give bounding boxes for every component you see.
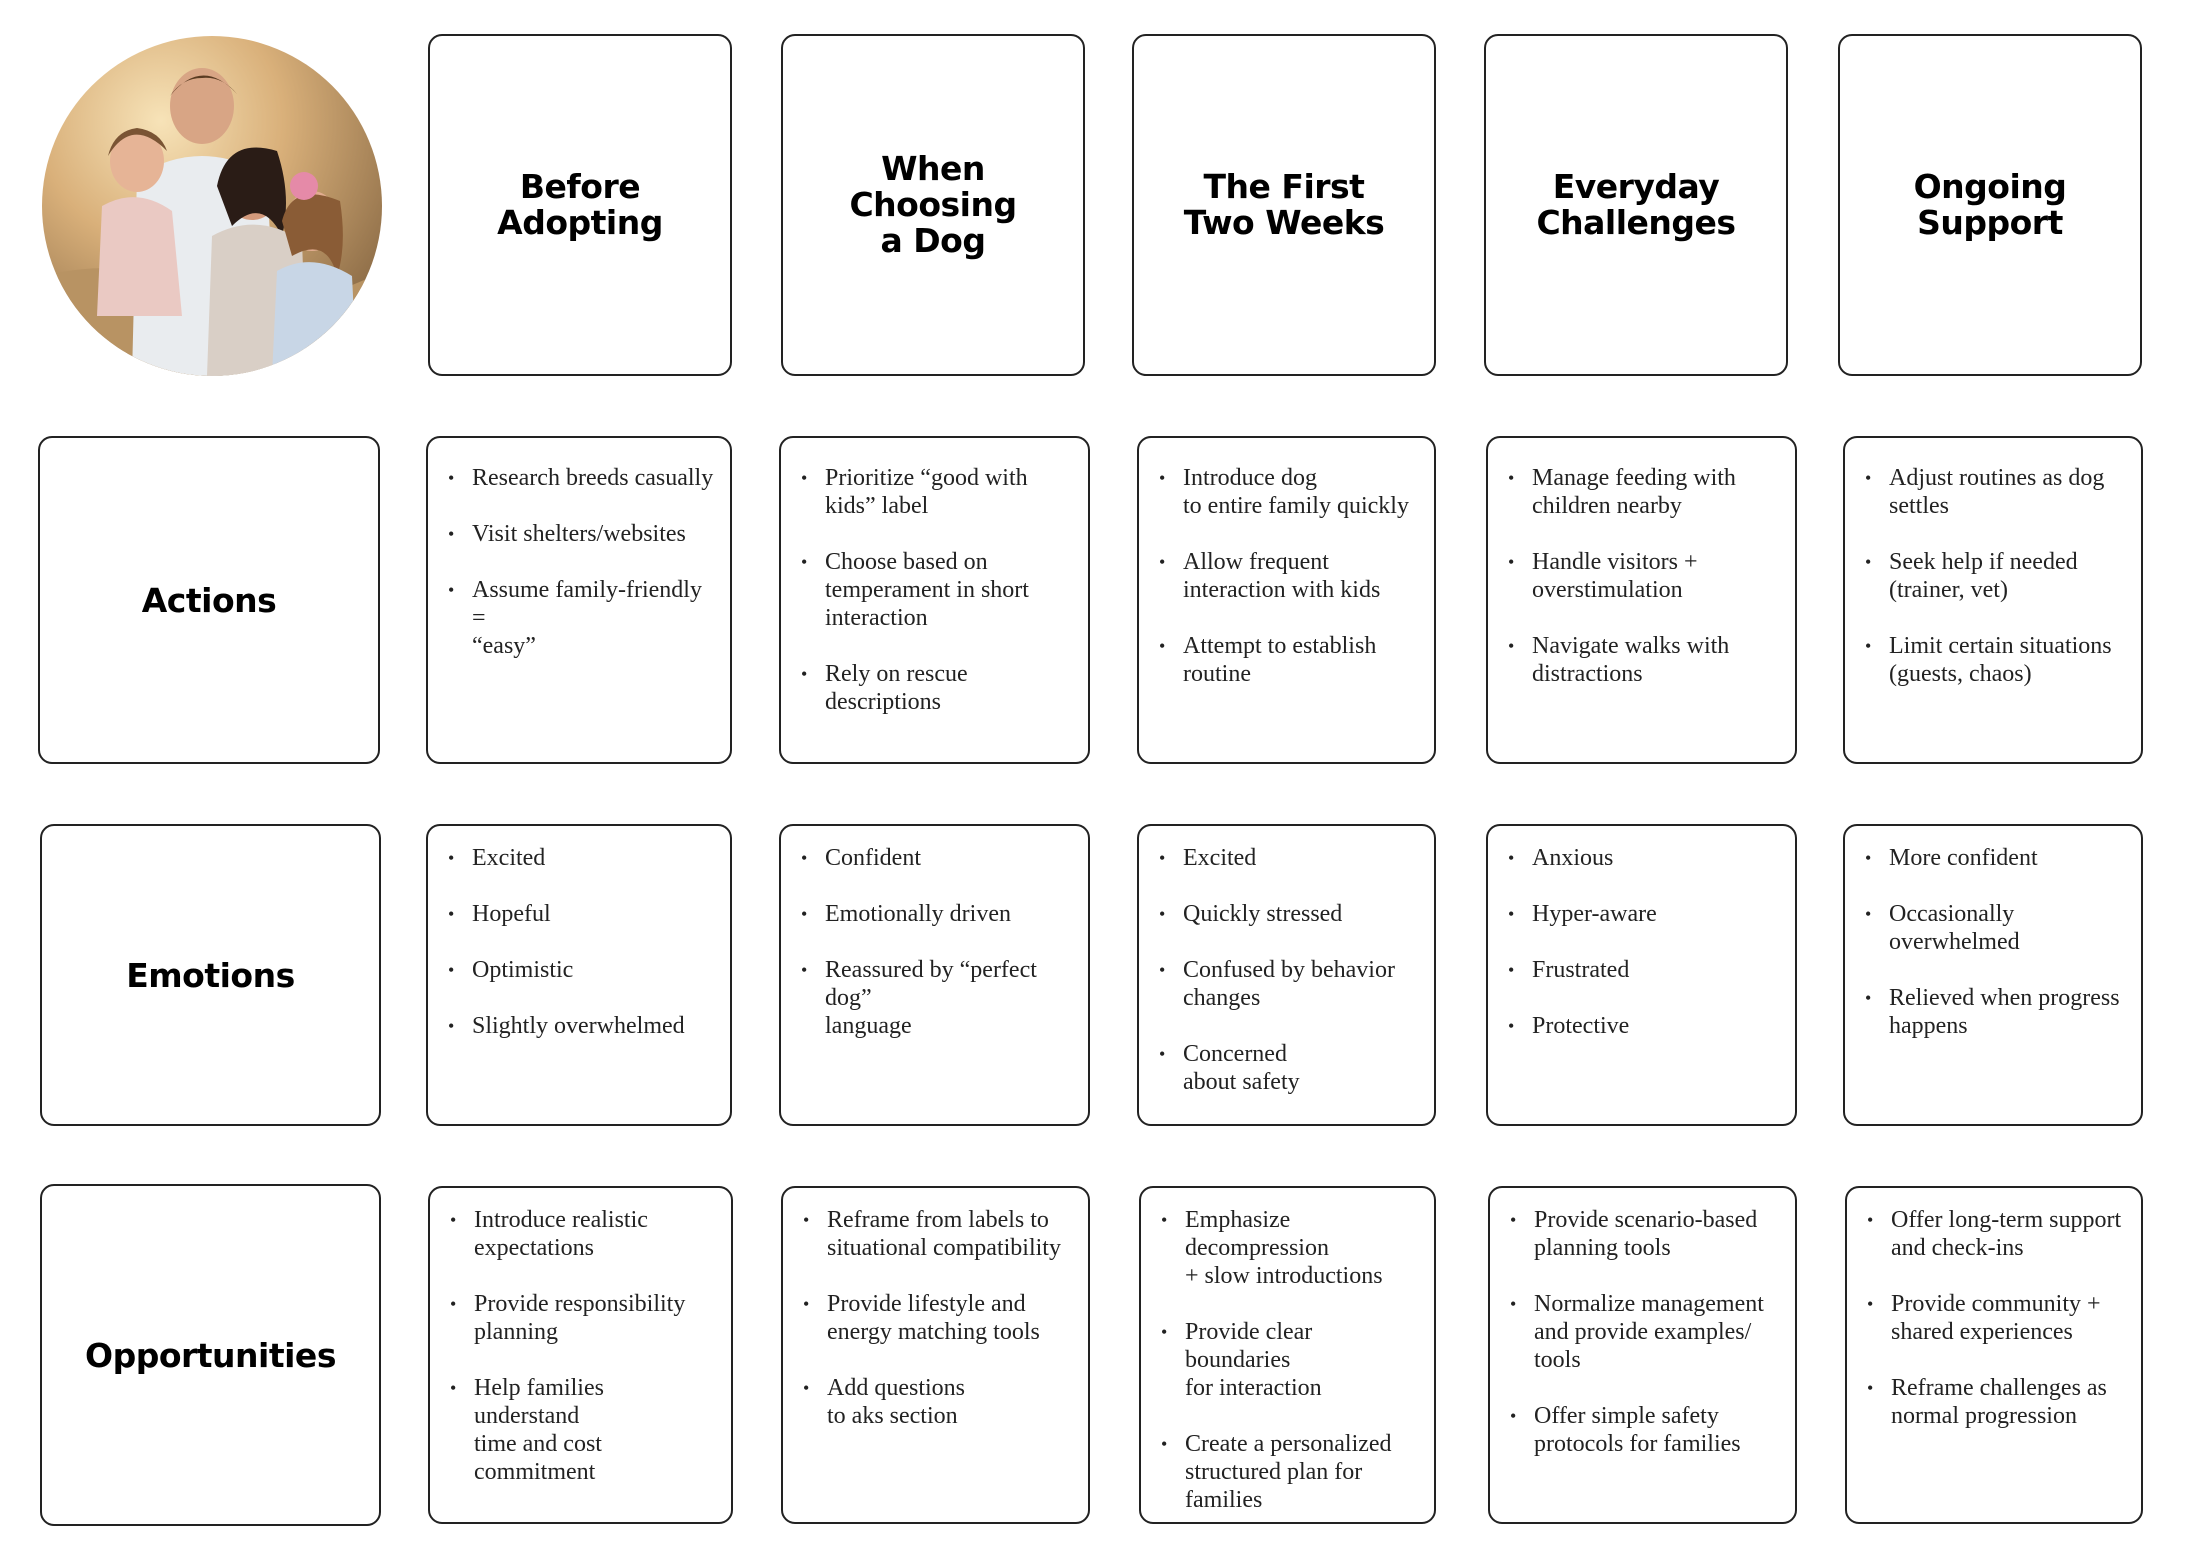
- bullet-list: [1490, 1188, 1795, 1458]
- bullet-item: • Limit certain situations (guests, chaos): [1889, 632, 2125, 688]
- column-title: The First Two Weeks: [1183, 166, 1385, 242]
- column-header-before-adopting: [428, 34, 732, 376]
- bullet-item: • Research breeds casually: [472, 464, 714, 492]
- bullet-list: [1139, 826, 1434, 1096]
- bullet-list: [1847, 1188, 2141, 1430]
- row-label-text: Emotions: [126, 955, 295, 995]
- bullet-item: • Emphasize decompression + slow introductions: [1185, 1206, 1418, 1290]
- bullet-item: • Provide lifestyle and energy matching tools: [827, 1290, 1072, 1346]
- bullet-item: • More confident: [1889, 844, 2125, 872]
- bullet-item: • Seek help if needed (trainer, vet): [1889, 548, 2125, 604]
- bullet-list: [781, 826, 1088, 1040]
- bullet-list: [1141, 1188, 1434, 1514]
- bullet-item: • Reassured by “perfect dog” language: [825, 956, 1072, 1040]
- bullet-item: • Protective: [1532, 1012, 1779, 1040]
- bullet-list: [1139, 438, 1434, 688]
- bullet-item: • Slightly overwhelmed: [472, 1012, 714, 1040]
- bullet-item: • Provide responsibility planning: [474, 1290, 715, 1346]
- bullet-item: • Choose based on temperament in short interaction: [825, 548, 1072, 632]
- cell-emotions-first-two-weeks: [1137, 824, 1436, 1126]
- bullet-item: • Offer long-term support and check-ins: [1891, 1206, 2125, 1262]
- cell-actions-ongoing-support: [1843, 436, 2143, 764]
- cell-actions-before-adopting: [426, 436, 732, 764]
- bullet-item: • Introduce realistic expectations: [474, 1206, 715, 1262]
- cell-emotions-before-adopting: [426, 824, 732, 1126]
- column-header-first-two-weeks: [1132, 34, 1436, 376]
- bullet-list: [1845, 438, 2141, 688]
- bullet-item: • Add questions to aks section: [827, 1374, 1072, 1430]
- row-label-emotions: [40, 824, 381, 1126]
- bullet-item: • Confused by behavior changes: [1183, 956, 1418, 1012]
- cell-opportunities-first-two-weeks: [1139, 1186, 1436, 1524]
- bullet-item: • Anxious: [1532, 844, 1779, 872]
- row-label-text: Opportunities: [85, 1335, 336, 1375]
- column-title: Before Adopting: [497, 166, 663, 242]
- column-title: When Choosing a Dog: [849, 148, 1017, 261]
- column-title: Ongoing Support: [1913, 166, 2067, 242]
- bullet-list: [1488, 826, 1795, 1040]
- bullet-item: • Manage feeding with children nearby: [1532, 464, 1779, 520]
- bullet-item: • Excited: [472, 844, 714, 872]
- bullet-list: [428, 438, 730, 660]
- bullet-item: • Assume family-friendly = “easy”: [472, 576, 714, 660]
- cell-opportunities-ongoing-support: [1845, 1186, 2143, 1524]
- cell-actions-when-choosing: [779, 436, 1090, 764]
- cell-emotions-everyday-challenges: [1486, 824, 1797, 1126]
- family-photo: [42, 36, 382, 376]
- bullet-item: • Navigate walks with distractions: [1532, 632, 1779, 688]
- column-header-everyday-challenges: [1484, 34, 1788, 376]
- column-header-when-choosing: [781, 34, 1085, 376]
- cell-actions-everyday-challenges: [1486, 436, 1797, 764]
- cell-emotions-ongoing-support: [1843, 824, 2143, 1126]
- row-label-actions: [38, 436, 380, 764]
- bullet-item: • Handle visitors + overstimulation: [1532, 548, 1779, 604]
- bullet-item: • Frustrated: [1532, 956, 1779, 984]
- bullet-item: • Adjust routines as dog settles: [1889, 464, 2125, 520]
- bullet-item: • Confident: [825, 844, 1072, 872]
- row-label-opportunities: [40, 1184, 381, 1526]
- bullet-list: [428, 826, 730, 1040]
- bullet-item: • Excited: [1183, 844, 1418, 872]
- bullet-item: • Create a personalized structured plan for families: [1185, 1430, 1418, 1514]
- bullet-item: • Reframe challenges as normal progression: [1891, 1374, 2125, 1430]
- row-label-text: Actions: [141, 580, 277, 620]
- bullet-list: [783, 1188, 1088, 1430]
- cell-opportunities-when-choosing: [781, 1186, 1090, 1524]
- bullet-item: • Provide clear boundaries for interaction: [1185, 1318, 1418, 1402]
- column-title: Everyday Challenges: [1536, 166, 1736, 242]
- bullet-item: • Occasionally overwhelmed: [1889, 900, 2125, 956]
- bullet-item: • Visit shelters/websites: [472, 520, 714, 548]
- bullet-item: • Provide scenario-based planning tools: [1534, 1206, 1779, 1262]
- cell-opportunities-before-adopting: [428, 1186, 733, 1524]
- bullet-item: • Relieved when progress happens: [1889, 984, 2125, 1040]
- bullet-item: • Hyper-aware: [1532, 900, 1779, 928]
- bullet-item: • Prioritize “good with kids” label: [825, 464, 1072, 520]
- bullet-item: • Provide community + shared experiences: [1891, 1290, 2125, 1346]
- bullet-item: • Emotionally driven: [825, 900, 1072, 928]
- bullet-item: • Help families understand time and cost commitment: [474, 1374, 715, 1486]
- bullet-item: • Quickly stressed: [1183, 900, 1418, 928]
- bullet-item: • Offer simple safety protocols for families: [1534, 1402, 1779, 1458]
- bullet-item: • Introduce dog to entire family quickly: [1183, 464, 1418, 520]
- bullet-item: • Allow frequent interaction with kids: [1183, 548, 1418, 604]
- bullet-list: [1488, 438, 1795, 688]
- bullet-list: [1845, 826, 2141, 1040]
- bullet-item: • Concerned about safety: [1183, 1040, 1418, 1096]
- cell-opportunities-everyday-challenges: [1488, 1186, 1797, 1524]
- bullet-item: • Hopeful: [472, 900, 714, 928]
- column-header-ongoing-support: [1838, 34, 2142, 376]
- bullet-item: • Optimistic: [472, 956, 714, 984]
- bullet-item: • Attempt to establish routine: [1183, 632, 1418, 688]
- cell-emotions-when-choosing: [779, 824, 1090, 1126]
- bullet-item: • Reframe from labels to situational compatibility: [827, 1206, 1072, 1262]
- bullet-list: [430, 1188, 731, 1486]
- bullet-list: [781, 438, 1088, 716]
- bullet-item: • Rely on rescue descriptions: [825, 660, 1072, 716]
- bullet-item: • Normalize management and provide examples/ tools: [1534, 1290, 1779, 1374]
- cell-actions-first-two-weeks: [1137, 436, 1436, 764]
